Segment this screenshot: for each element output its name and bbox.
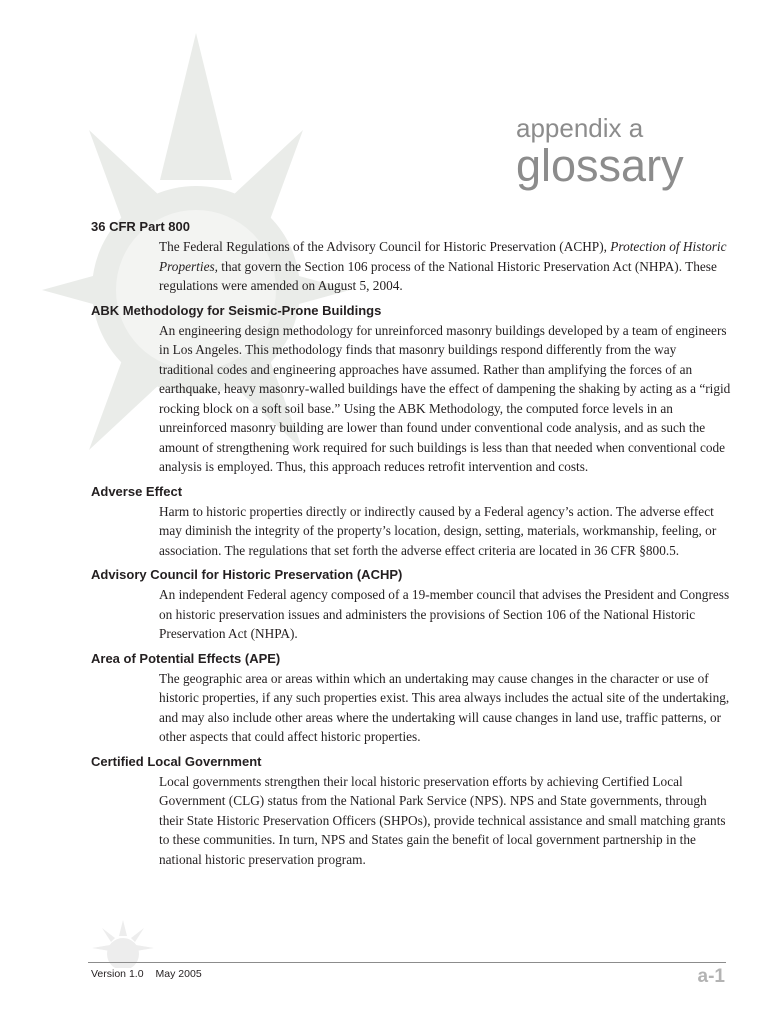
version-label: Version 1.0 — [91, 968, 144, 980]
glossary-definition: An engineering design methodology for unreinforced masonry buildings developed by a team of engineers in Los Angeles. This methodology finds that masonry buildings respond differently from the way traditional codes and engineering approaches have assumed. Rather than amplifying the forces of an earthquake, heavy masonry-walled buildings have the effect of dampening the shaking by acting as a “rigid rocking block on a soft soil base.” Using the ABK Methodology, the computed force levels in an unreinforced masonry building are lower than found under conventional code analysis, and as such the amount of strengthening work required for such buildings is less than that needed when conventional code analysis is employed. Thus, this approach reduces retrofit intervention and costs. — [159, 322, 731, 474]
appendix-label: appendix a — [516, 113, 644, 143]
page-number: a-1 — [697, 966, 725, 987]
glossary-term: Adverse Effect — [91, 483, 183, 499]
definition-italic-text: Protection of Historic Properties, — [159, 239, 727, 274]
glossary-term: Advisory Council for Historic Preservation (ACHP) — [91, 567, 403, 582]
glossary-entry — [91, 217, 731, 296]
glossary-term: ABK Methodology for Seismic-Prone Buildings — [91, 302, 382, 318]
definition-text: The Federal Regulations of the Advisory Council for Historic Preservation (ACHP), — [159, 239, 611, 254]
glossary-term: Certified Local Government — [91, 753, 262, 769]
footer-version-info — [91, 968, 202, 980]
glossary-definition: Harm to historic properties directly or indirectly caused by a Federal agency’s action. The adverse effect may diminish the integrity of the property’s location, design, setting, materials, workmanship, feeling, or association. The regulations that set forth the adverse effect criteria are located in 36 CFR §800.5. — [159, 503, 717, 558]
glossary-definition: The geographic area or areas within which an undertaking may cause changes in the character or use of historic properties, if any such properties exist. This area always includes the actual site of the undertaking, and may also include other areas where the undertaking will cause changes in land use, traffic patterns, or other aspects that could affect historic properties. — [159, 670, 730, 744]
date-label: May 2005 — [155, 968, 202, 980]
definition-text: that govern the Section 106 process of the National Historic Preservation Act (NHPA). These regulations were amended on August 5, 2004. — [159, 258, 717, 293]
glossary-definition: Local governments strengthen their local historic preservation efforts by achieving Certified Local Government (CLG) status from the National Park Service (NPS). NPS and State governments, through their State Historic Preservation Officers (SHPOs), provide technical assistance and small matching grants to these communities. In turn, NPS and States gain the benefit of local government partnership in the national historic preservation program. — [159, 773, 726, 867]
glossary-entry — [91, 752, 731, 870]
small-sun-watermark-graphic — [88, 918, 158, 968]
page-title-block — [516, 112, 684, 190]
glossary-term: 36 CFR Part 800 — [91, 219, 190, 234]
glossary-definition: An independent Federal agency composed of a 19-member council that advises the President and Congress on historic preservation issues and administers the provisions of Section 106 of the National Historic Preservation Act (NHPA). — [159, 587, 730, 641]
glossary-entry — [91, 301, 731, 477]
glossary-entry — [91, 565, 731, 644]
footer-divider — [88, 962, 726, 963]
glossary-entry — [91, 649, 731, 747]
page-title: glossary — [516, 140, 684, 191]
glossary-entry — [91, 482, 731, 561]
glossary-entries — [91, 217, 731, 874]
glossary-term: Area of Potential Effects (APE) — [91, 650, 281, 666]
glossary-definition — [159, 237, 731, 296]
